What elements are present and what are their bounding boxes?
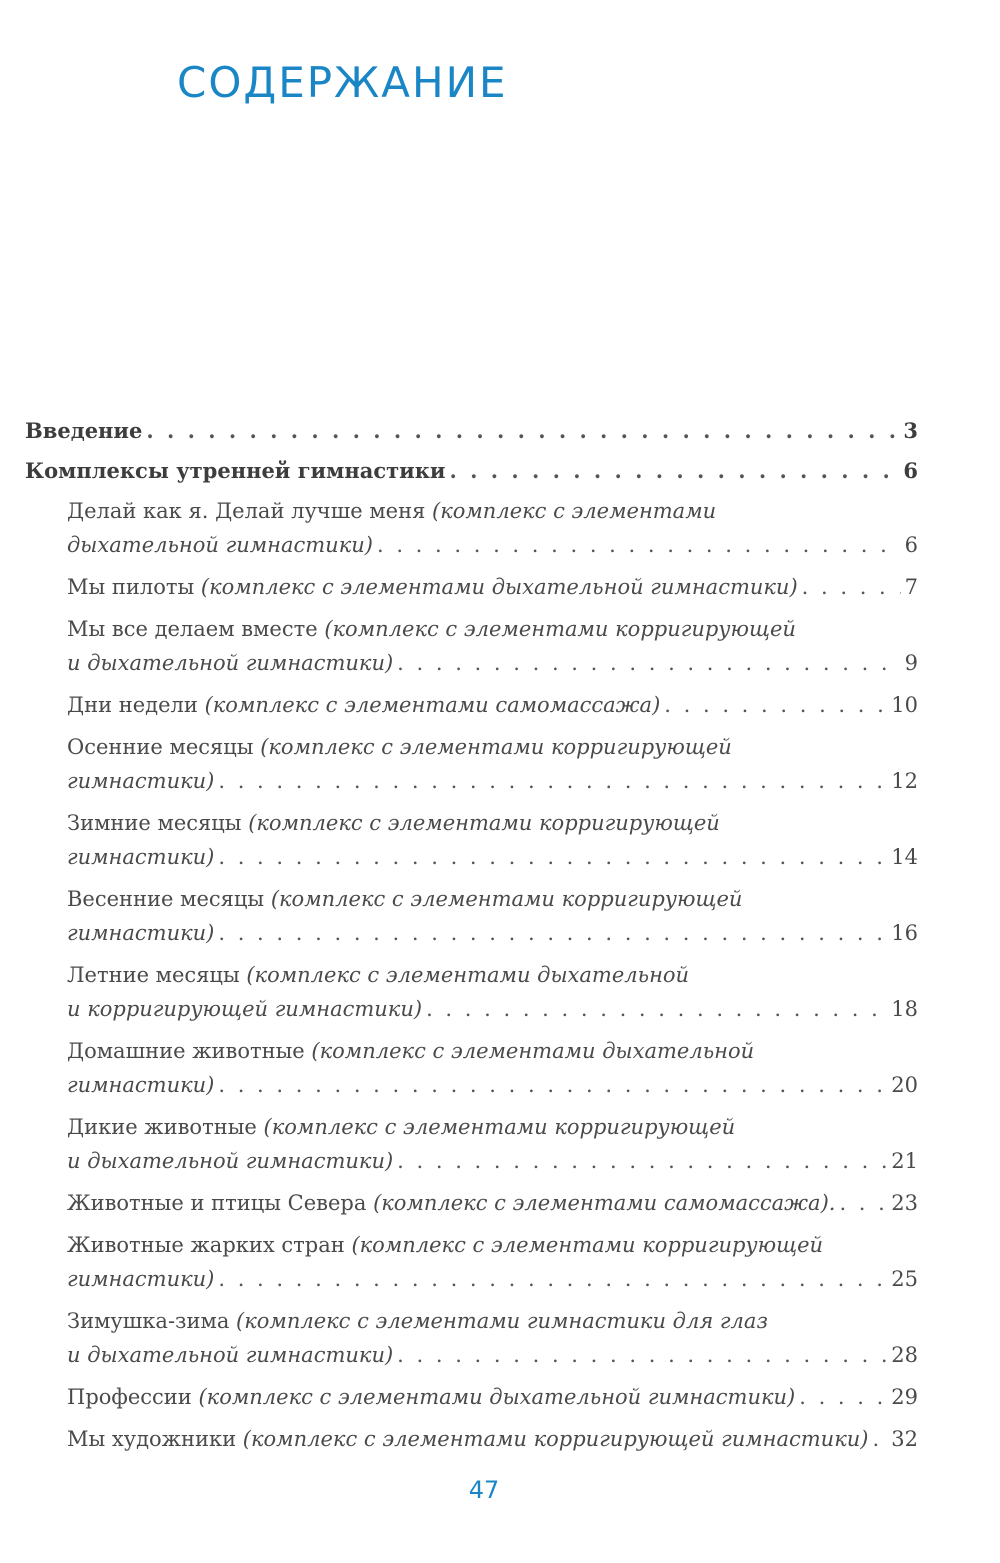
toc-item-line <box>67 1422 918 1456</box>
toc-item-title: Делай как я. Делай лучше меня <box>67 499 426 523</box>
toc-item-note: гимнастики) <box>67 845 215 869</box>
toc-item-line <box>67 1228 918 1262</box>
toc-item-line <box>67 528 918 562</box>
toc-page-number: 21 <box>891 1149 918 1173</box>
toc-page-number: 14 <box>891 845 918 869</box>
dot-leader <box>449 454 899 488</box>
dot-leader <box>397 646 900 680</box>
toc-item-note-continued <box>67 528 373 562</box>
toc-item-line <box>67 882 918 916</box>
toc-item-title: Домашние животные <box>67 1039 305 1063</box>
toc-page-number: 10 <box>891 693 918 717</box>
dot-leader <box>218 764 887 798</box>
toc-item-title: Мы художники <box>67 1427 237 1451</box>
toc-sub-item[interactable] <box>25 1422 918 1456</box>
dot-leader <box>426 992 887 1026</box>
toc-item-title: Зимушка-зима <box>67 1309 230 1333</box>
toc-item-title: Зимние месяцы <box>67 811 242 835</box>
toc-sub-item[interactable] <box>25 882 918 950</box>
toc-item-title: Осенние месяцы <box>67 735 254 759</box>
toc-item-note: гимнастики) <box>67 1073 215 1097</box>
toc-item-line <box>67 1304 918 1338</box>
toc-page-number: 23 <box>891 1191 918 1215</box>
toc-item-note: (комплекс с элементами дыхательной гимнастики) <box>198 1385 796 1409</box>
toc-item-note: (комплекс с элементами корригирующей <box>270 887 743 911</box>
toc-sub-item[interactable] <box>25 1034 918 1102</box>
toc-item-note: (комплекс с элементами корригирующей <box>324 617 796 641</box>
toc-sub-item[interactable] <box>25 806 918 874</box>
toc-item-text <box>67 570 798 604</box>
dot-leader <box>397 1144 887 1178</box>
toc-item-line <box>67 840 918 874</box>
toc-item-text <box>67 1380 795 1414</box>
toc-item-note: дыхательной гимнастики) <box>67 533 373 557</box>
dot-leader <box>218 1068 887 1102</box>
toc-item-note: (комплекс с элементами корригирующей <box>263 1115 736 1139</box>
toc-item-line <box>67 688 918 722</box>
toc-item-note: (комплекс с элементами дыхательной гимнастики) <box>200 575 798 599</box>
toc-item-note: гимнастики) <box>67 1267 215 1291</box>
toc-item-note: и дыхательной гимнастики) <box>67 651 394 675</box>
toc-item-line <box>67 570 918 604</box>
toc-page-number: 18 <box>891 997 918 1021</box>
toc-page-number: 20 <box>891 1073 918 1097</box>
toc-page-number: 3 <box>903 418 918 443</box>
dot-leader <box>872 1422 887 1456</box>
toc-item-line <box>67 1034 918 1068</box>
toc-item-note: (комплекс с элементами дыхательной <box>311 1039 755 1063</box>
toc-item-title: Летние месяцы <box>67 963 240 987</box>
toc-page-number: 12 <box>891 769 918 793</box>
toc-sub-list <box>25 494 918 1456</box>
toc-item-line <box>67 806 918 840</box>
toc-item-note-continued <box>67 646 393 680</box>
toc-sub-item[interactable] <box>25 958 918 1026</box>
toc-item-note-continued <box>67 764 214 798</box>
page-title: СОДЕРЖАНИЕ <box>177 58 508 107</box>
toc-item-note: (комплекс с элементами корригирующей <box>260 735 732 759</box>
toc-item-label: Введение <box>25 418 143 443</box>
toc-sub-item[interactable] <box>25 1186 918 1220</box>
toc-item-line <box>67 764 918 798</box>
toc-item-line <box>67 1068 918 1102</box>
toc-item-note: (комплекс с элементами гимнастики для глаз <box>236 1309 768 1333</box>
toc-item-note: и дыхательной гимнастики) <box>67 1343 394 1367</box>
toc-item-line <box>67 992 918 1026</box>
toc-item-line <box>67 646 918 680</box>
toc-page-number: 6 <box>903 458 918 483</box>
toc-item-note: (комплекс с элементами корригирующей гимнастики) <box>242 1427 869 1451</box>
toc-item-note-continued <box>67 1144 393 1178</box>
dot-leader <box>802 570 901 604</box>
toc-item-note: (комплекс с элементами самомассажа) <box>204 693 661 717</box>
dot-leader <box>397 1338 887 1372</box>
toc-page-number: 16 <box>891 921 918 945</box>
toc-page-number: 28 <box>891 1343 918 1367</box>
toc-item-note: (комплекс с элементами <box>432 499 717 523</box>
toc-item-text <box>67 688 660 722</box>
page-number: 47 <box>468 1476 500 1504</box>
toc-item-line <box>67 1262 918 1296</box>
toc-sub-item[interactable] <box>25 688 918 722</box>
toc-item-text <box>67 1422 868 1456</box>
toc-sub-item[interactable] <box>25 1228 918 1296</box>
table-of-contents <box>25 414 918 1464</box>
dot-leader <box>146 414 899 448</box>
toc-main-item[interactable] <box>25 454 918 488</box>
toc-sub-item[interactable] <box>25 612 918 680</box>
toc-item-title: Дни недели <box>67 693 198 717</box>
toc-page-number: 6 <box>904 533 918 557</box>
toc-item-label: Комплексы утренней гимнастики <box>25 458 446 483</box>
toc-item-note-continued <box>67 1338 393 1372</box>
toc-page-number: 7 <box>904 575 918 599</box>
toc-item-note: гимнастики) <box>67 769 215 793</box>
toc-item-note: (комплекс с элементами дыхательной <box>246 963 690 987</box>
toc-item-line <box>67 1144 918 1178</box>
toc-sub-item[interactable] <box>25 1380 918 1414</box>
toc-item-title: Дикие животные <box>67 1115 257 1139</box>
dot-leader <box>218 1262 887 1296</box>
toc-page-number: 25 <box>891 1267 918 1291</box>
toc-item-note: и корригирующей гимнастики) <box>67 997 423 1021</box>
toc-item-text <box>67 1186 835 1220</box>
toc-item-line <box>67 1110 918 1144</box>
toc-item-line <box>67 958 918 992</box>
dot-leader <box>664 688 887 722</box>
toc-item-title: Мы все делаем вместе <box>67 617 318 641</box>
toc-item-note: (комплекс с элементами корригирующей <box>351 1233 824 1257</box>
toc-item-line <box>67 916 918 950</box>
toc-page-number: 32 <box>891 1427 918 1451</box>
toc-page-number: 9 <box>904 651 918 675</box>
toc-item-note: (комплекс с элементами самомассажа). <box>373 1191 836 1215</box>
toc-item-note-continued <box>67 916 214 950</box>
toc-item-note: (комплекс с элементами корригирующей <box>248 811 720 835</box>
toc-item-title: Животные и птицы Севера <box>67 1191 367 1215</box>
toc-item-note-continued <box>67 840 214 874</box>
toc-item-title: Весенние месяцы <box>67 887 265 911</box>
dot-leader <box>799 1380 887 1414</box>
toc-item-title: Профессии <box>67 1385 192 1409</box>
toc-item-note: гимнастики) <box>67 921 215 945</box>
toc-sub-item[interactable] <box>25 1110 918 1178</box>
toc-item-note-continued <box>67 1262 214 1296</box>
dot-leader <box>218 916 887 950</box>
toc-item-line <box>67 612 918 646</box>
dot-leader <box>377 528 901 562</box>
toc-sub-item[interactable] <box>25 570 918 604</box>
toc-sub-item[interactable] <box>25 1304 918 1372</box>
toc-sub-item[interactable] <box>25 494 918 562</box>
toc-item-line <box>67 730 918 764</box>
toc-item-line <box>67 1186 918 1220</box>
toc-item-line <box>67 1338 918 1372</box>
toc-item-line <box>67 1380 918 1414</box>
toc-item-line <box>67 494 918 528</box>
toc-item-title: Животные жарких стран <box>67 1233 345 1257</box>
toc-item-note: и дыхательной гимнастики) <box>67 1149 394 1173</box>
toc-page-number: 29 <box>891 1385 918 1409</box>
dot-leader <box>839 1186 887 1220</box>
toc-item-note-continued <box>67 992 422 1026</box>
toc-main-item[interactable] <box>25 414 918 448</box>
toc-sub-item[interactable] <box>25 730 918 798</box>
toc-item-note-continued <box>67 1068 214 1102</box>
dot-leader <box>218 840 887 874</box>
toc-item-title: Мы пилоты <box>67 575 195 599</box>
